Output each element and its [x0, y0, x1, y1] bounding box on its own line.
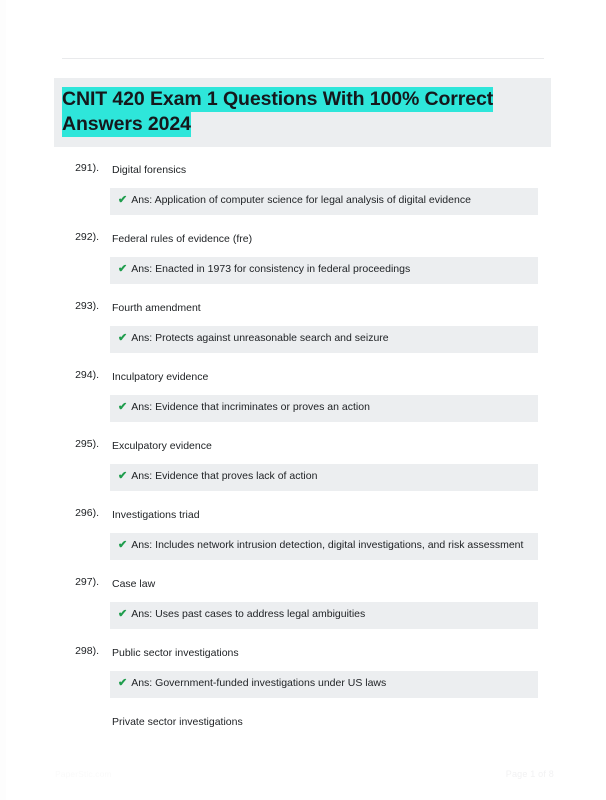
answer-box	[110, 326, 538, 353]
qa-entry	[0, 436, 606, 491]
qa-entry	[0, 574, 606, 629]
question-number: 293).	[75, 300, 99, 312]
answer-box	[110, 188, 538, 215]
footer-watermark: PaperStic.com	[55, 769, 112, 779]
question-number: 295).	[75, 438, 99, 450]
check-icon: ✔	[118, 332, 128, 344]
answer-box	[110, 257, 538, 284]
question-number: 294).	[75, 369, 99, 381]
qa-head	[0, 298, 606, 316]
answer-box	[110, 671, 538, 698]
check-icon: ✔	[118, 608, 128, 620]
qa-head	[0, 712, 606, 730]
answer-text: Ans: Protects against unreasonable search and seizure	[131, 332, 389, 344]
question-text: Exculpatory evidence	[112, 440, 212, 452]
answer-box	[110, 602, 538, 629]
question-number: 292).	[75, 231, 99, 243]
qa-head	[0, 505, 606, 523]
question-text: Federal rules of evidence (fre)	[112, 233, 253, 245]
answer-text: Ans: Enacted in 1973 for consistency in federal proceedings	[131, 263, 411, 275]
question-number: 297).	[75, 576, 99, 588]
qa-head	[0, 643, 606, 661]
qa-entry	[0, 712, 606, 730]
answer-line	[118, 538, 530, 554]
question-text: Public sector investigations	[112, 647, 239, 659]
qa-head	[0, 436, 606, 454]
answer-text: Ans: Evidence that incriminates or proves an action	[131, 401, 370, 413]
page-title	[54, 87, 551, 137]
check-icon: ✔	[118, 263, 128, 275]
question-text: Private sector investigations	[112, 716, 243, 728]
answer-text: Ans: Evidence that proves lack of action	[131, 470, 318, 482]
title-line-2: Answers 2024	[62, 113, 191, 135]
qa-entry	[0, 229, 606, 284]
answer-line	[118, 676, 530, 692]
answer-box	[110, 464, 538, 491]
document-title-band	[54, 78, 551, 147]
answer-text: Ans: Government-funded investigations under US laws	[131, 677, 387, 689]
qa-head	[0, 160, 606, 178]
question-number: 298).	[75, 645, 99, 657]
answer-box	[110, 395, 538, 422]
footer-page-number: Page 1 of 8	[505, 769, 554, 779]
answer-line	[118, 331, 530, 347]
qa-head	[0, 229, 606, 247]
answer-line	[118, 400, 530, 416]
answer-line	[118, 469, 530, 485]
question-text: Case law	[112, 578, 156, 590]
answer-line	[118, 262, 530, 278]
question-text: Investigations triad	[112, 509, 200, 521]
qa-entry	[0, 505, 606, 560]
check-icon: ✔	[118, 401, 128, 413]
header-divider	[62, 58, 544, 59]
answer-line	[118, 193, 530, 209]
answer-text: Ans: Application of computer science for legal analysis of digital evidence	[131, 194, 471, 206]
check-icon: ✔	[118, 470, 128, 482]
question-number: 296).	[75, 507, 99, 519]
check-icon: ✔	[118, 539, 128, 551]
question-text: Inculpatory evidence	[112, 371, 209, 383]
question-text: Fourth amendment	[112, 302, 201, 314]
qa-entry	[0, 643, 606, 698]
qa-head	[0, 574, 606, 592]
title-line-1: CNIT 420 Exam 1 Questions With 100% Correct	[62, 88, 494, 110]
question-number: 291).	[75, 162, 99, 174]
qa-entry	[0, 298, 606, 353]
question-text: Digital forensics	[112, 164, 187, 176]
answer-box	[110, 533, 538, 560]
answer-text: Ans: Includes network intrusion detection, digital investigations, and risk assessment	[131, 539, 524, 551]
question-answer-list	[0, 160, 606, 745]
answer-text: Ans: Uses past cases to address legal ambiguities	[131, 608, 366, 620]
answer-line	[118, 607, 530, 623]
qa-head	[0, 367, 606, 385]
qa-entry	[0, 160, 606, 215]
check-icon: ✔	[118, 677, 128, 689]
qa-entry	[0, 367, 606, 422]
check-icon: ✔	[118, 194, 128, 206]
